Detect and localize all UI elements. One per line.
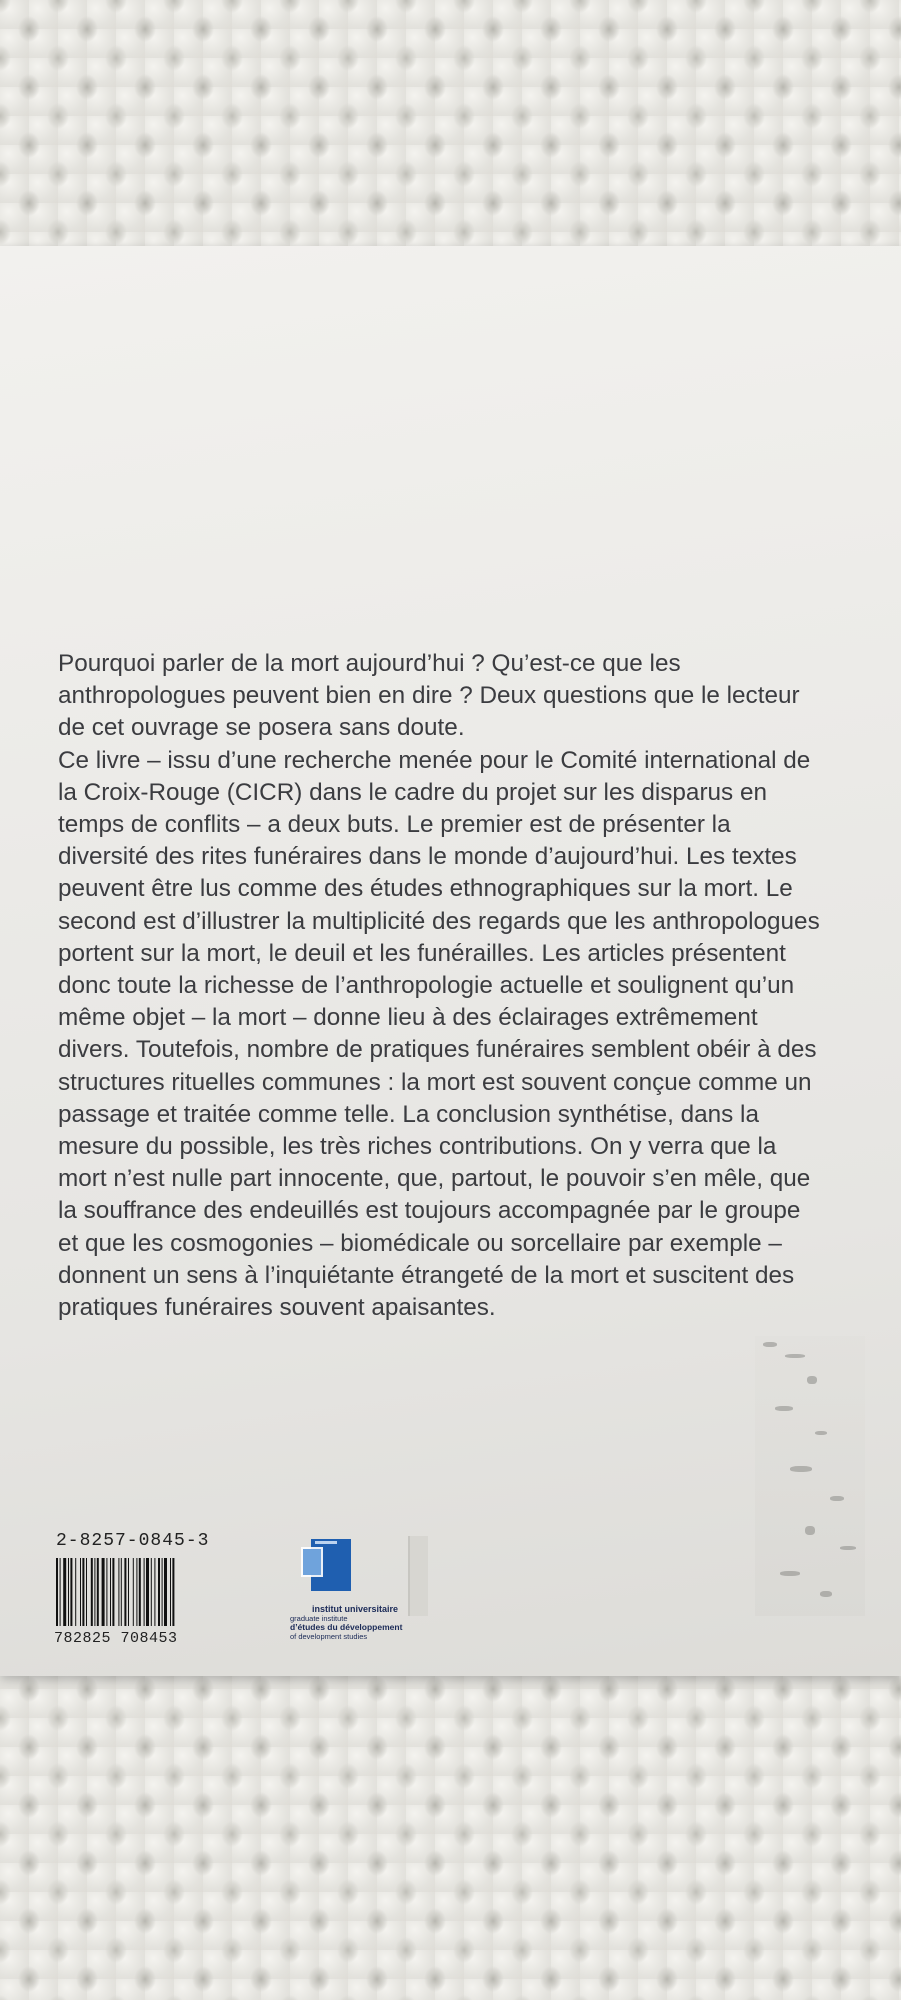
blurb-line: temps de conflits – a deux buts. Le premier est de présenter la xyxy=(58,811,731,839)
barcode-bar xyxy=(56,1558,58,1626)
barcode-digits: 782825 708453 xyxy=(54,1630,178,1647)
barcode-bar xyxy=(91,1558,93,1626)
institute-line-3: d’études du développement xyxy=(290,1622,403,1632)
barcode-bar xyxy=(118,1558,119,1626)
blurb-line: mesure du possible, les très riches contributions. On y verra que la xyxy=(58,1133,777,1161)
barcode-bar xyxy=(172,1558,174,1626)
isbn-number: 2-8257-0845-3 xyxy=(56,1531,210,1551)
barcode-bar xyxy=(60,1558,61,1626)
barcode-bar xyxy=(128,1558,129,1626)
blurb-line: diversité des rites funéraires dans le monde d’aujourd’hui. Les textes xyxy=(58,843,797,871)
barcode-bar xyxy=(121,1558,122,1626)
institute-line-4: of development studies xyxy=(290,1632,368,1641)
barcode-bar xyxy=(164,1558,167,1626)
blurb-line: la Croix-Rouge (CICR) dans le cadre du projet sur les disparus en xyxy=(58,778,767,806)
barcode-bar xyxy=(70,1558,72,1626)
blurb-line: et que les cosmogonies – biomédicale ou sorcellaire par exemple – xyxy=(58,1229,782,1257)
barcode-bar xyxy=(136,1558,137,1626)
barcode-bar xyxy=(112,1558,114,1626)
barcode-bar xyxy=(133,1558,134,1626)
blurb-line: même objet – la mort – donne lieu à des éclairages extrêmement xyxy=(58,1004,758,1032)
barcode-bar xyxy=(102,1558,105,1626)
barcode xyxy=(56,1558,212,1626)
blurb-line: second est d’illustrer la multiplicité des regards que les anthropologues xyxy=(58,907,820,935)
barcode-bar xyxy=(106,1558,107,1626)
barcode-bar xyxy=(139,1558,141,1626)
barcode-bar xyxy=(170,1558,171,1626)
barcode-bar xyxy=(110,1558,111,1626)
barcode-bar xyxy=(86,1558,87,1626)
blurb-line: Ce livre – issu d’une recherche menée pour le Comité international de xyxy=(58,746,811,774)
barcode-bar xyxy=(162,1558,163,1626)
blurb-line: passage et traitée comme telle. La conclusion synthétise, dans la xyxy=(58,1100,759,1128)
blurb-line: de cet ouvrage se posera sans doute. xyxy=(58,714,465,742)
barcode-bar xyxy=(75,1558,76,1626)
blurb-line: donnent un sens à l’inquiétante étrangeté de la mort et suscitent des xyxy=(58,1261,795,1289)
mattress-background-top xyxy=(0,0,901,270)
institute-logo xyxy=(297,1533,353,1603)
blurb-line: mort n’est nulle part innocente, que, partout, le pouvoir s’en mêle, que xyxy=(58,1165,811,1193)
institute-subtitle xyxy=(290,1614,402,1641)
barcode-bar xyxy=(94,1558,95,1626)
institute-name: institut universitaire xyxy=(312,1604,399,1614)
mattress-background-bottom xyxy=(0,1660,901,2000)
barcode-bar xyxy=(158,1558,160,1626)
blurb-line: portent sur la mort, le deuil et les funérailles. Les articles présentent xyxy=(58,939,786,967)
barcode-bar xyxy=(124,1558,126,1626)
barcode-bar xyxy=(144,1558,145,1626)
barcode-bar xyxy=(97,1558,99,1626)
blurb-line: donc toute la richesse de l’anthropologie actuelle et soulignent qu’un xyxy=(58,972,795,1000)
institute-line-2: graduate institute xyxy=(290,1614,348,1623)
barcode-bar xyxy=(82,1558,84,1626)
blurb-text xyxy=(58,648,873,1324)
barcode-bar xyxy=(80,1558,81,1626)
blurb-line: pratiques funéraires souvent apaisantes. xyxy=(58,1294,496,1322)
barcode-bar xyxy=(68,1558,69,1626)
sticker-residue-left xyxy=(408,1536,428,1616)
blurb-line: la souffrance des endeuillés est toujours accompagnée par le groupe xyxy=(58,1197,801,1225)
barcode-bar xyxy=(146,1558,149,1626)
barcode-bar xyxy=(154,1558,155,1626)
blurb-line: Pourquoi parler de la mort aujourd’hui ? Qu’est-ce que les xyxy=(58,650,681,677)
sticker-residue xyxy=(755,1336,865,1616)
blurb-line: peuvent être lus comme des études ethnographiques sur la mort. Le xyxy=(58,875,793,903)
blurb-line: structures rituelles communes : la mort est souvent conçue comme un xyxy=(58,1068,812,1096)
blurb-line: divers. Toutefois, nombre de pratiques funéraires semblent obéir à des xyxy=(58,1036,817,1064)
blurb-line: anthropologues peuvent bien en dire ? Deux questions que le lecteur xyxy=(58,682,800,710)
barcode-bar xyxy=(151,1558,152,1626)
barcode-bar xyxy=(63,1558,66,1626)
book-back-cover xyxy=(0,246,901,1676)
